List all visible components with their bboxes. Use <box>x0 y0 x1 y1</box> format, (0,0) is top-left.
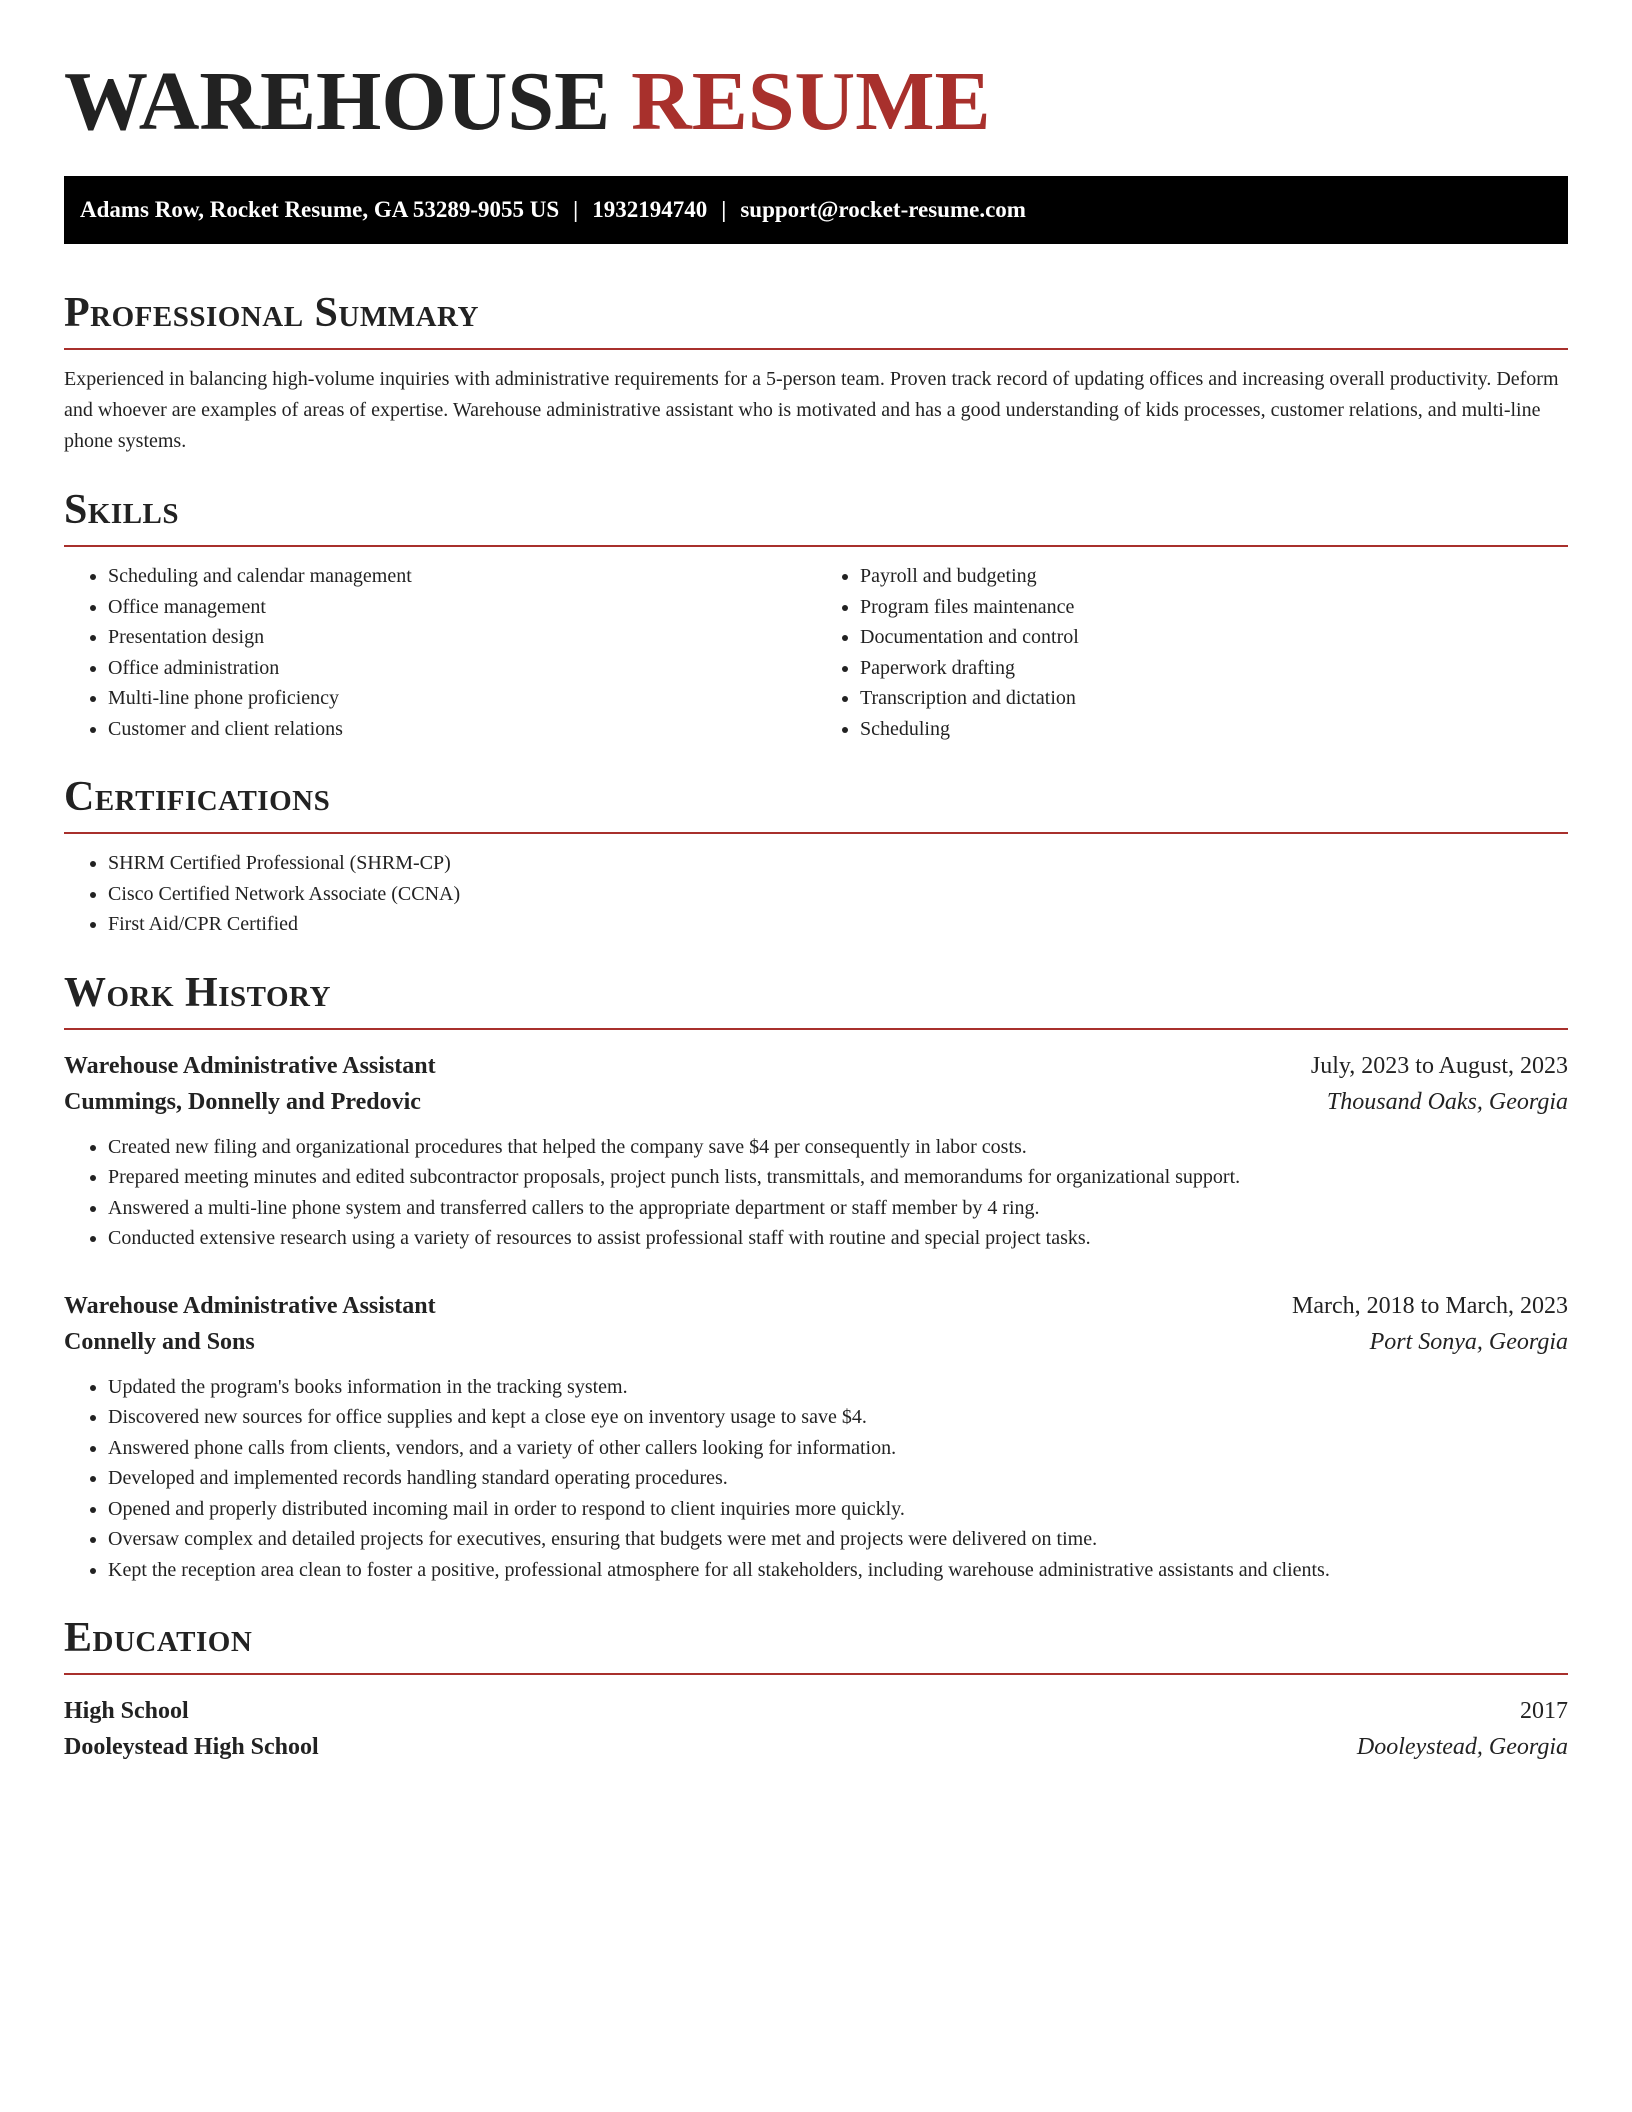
skill-item: • Office administration <box>108 653 816 684</box>
job-company: Connelly and Sons <box>64 1328 255 1355</box>
job-bullet: • Created new filing and organizational procedures that helped the company save $4 per consequently in labor costs. <box>108 1132 1568 1163</box>
job-company-row <box>64 1084 1568 1120</box>
job-company-row <box>64 1324 1568 1360</box>
job-dates: March, 2018 to March, 2023 <box>1292 1292 1568 1319</box>
skill-item: • Transcription and dictation <box>860 683 1568 714</box>
skill-item: • Documentation and control <box>860 622 1568 653</box>
job-bullet: • Answered phone calls from clients, vendors, and a variety of other callers looking for information. <box>108 1433 1568 1464</box>
skill-item: • Presentation design <box>108 622 816 653</box>
summary-text: Experienced in balancing high-volume inquiries with administrative requirements for a 5-person team. Proven track record of updating offices and increasing overall productivity. Deform and whoever are examples of areas of expertise. Warehouse administrative assistant who is motivated and has a good understanding of kids processes, customer relations, and multi-line phone systems. <box>64 368 1559 452</box>
job-entry <box>64 1288 1568 1586</box>
certifications-list <box>64 848 1568 940</box>
job-bullet: • Opened and properly distributed incoming mail in order to respond to client inquiries more quickly. <box>108 1494 1568 1525</box>
skills-heading: Skills <box>64 485 1568 547</box>
education-degree-row <box>64 1693 1568 1729</box>
skill-item: • Scheduling <box>860 714 1568 745</box>
resume-title <box>64 0 1568 148</box>
education-degree: High School <box>64 1698 189 1724</box>
job-title: Warehouse Administrative Assistant <box>64 1052 436 1079</box>
job-bullets <box>64 1132 1568 1254</box>
job-entry <box>64 1048 1568 1254</box>
skills-section <box>64 485 1568 744</box>
education-location: Dooleystead, Georgia <box>1356 1734 1568 1760</box>
skill-item: • Scheduling and calendar management <box>108 561 816 592</box>
education-school: Dooleystead High School <box>64 1734 319 1760</box>
contact-bar <box>64 176 1568 244</box>
skills-grid <box>64 561 1568 744</box>
job-title-row <box>64 1288 1568 1324</box>
job-bullets <box>64 1372 1568 1586</box>
work-history-section <box>64 968 1568 1586</box>
skill-item: • Multi-line phone proficiency <box>108 683 816 714</box>
job-bullet: • Kept the reception area clean to foster a positive, professional atmosphere for all stakeholders, including warehouse administrative assistants and clients. <box>108 1555 1568 1586</box>
skills-list-right <box>816 561 1568 744</box>
skill-item: • Program files maintenance <box>860 592 1568 623</box>
summary-heading: Professional Summary <box>64 288 1568 350</box>
job-bullet: • Conducted extensive research using a variety of resources to assist professional staff with routine and special project tasks. <box>108 1223 1568 1254</box>
education-heading: Education <box>64 1613 1568 1675</box>
job-bullet: • Prepared meeting minutes and edited subcontractor proposals, project punch lists, transmittals, and memorandums for organizational support. <box>108 1162 1568 1193</box>
skill-item: • Paperwork drafting <box>860 653 1568 684</box>
certification-item: • SHRM Certified Professional (SHRM-CP) <box>108 848 1568 879</box>
resume-page <box>64 0 1568 1765</box>
certifications-section <box>64 772 1568 940</box>
job-location: Thousand Oaks, Georgia <box>1326 1088 1568 1115</box>
education-section <box>64 1613 1568 1765</box>
title-main: WAREHOUSE <box>64 55 632 148</box>
job-bullet: • Discovered new sources for office supplies and kept a close eye on inventory usage to save $4. <box>108 1402 1568 1433</box>
certification-item: • First Aid/CPR Certified <box>108 909 1568 940</box>
contact-address: Adams Row, Rocket Resume, GA 53289-9055 US <box>80 197 560 222</box>
job-title-row <box>64 1048 1568 1084</box>
skills-list-left <box>64 561 816 744</box>
job-bullet: • Updated the program's books information in the tracking system. <box>108 1372 1568 1403</box>
job-bullet: • Answered a multi-line phone system and transferred callers to the appropriate department or staff member by 4 ring. <box>108 1193 1568 1224</box>
work-history-heading: Work History <box>64 968 1568 1030</box>
title-accent: RESUME <box>631 55 991 148</box>
contact-separator: | <box>573 197 579 222</box>
job-company: Cummings, Donnelly and Predovic <box>64 1088 421 1115</box>
contact-separator: | <box>721 197 727 222</box>
certifications-heading: Certifications <box>64 772 1568 834</box>
skill-item: • Office management <box>108 592 816 623</box>
job-dates: July, 2023 to August, 2023 <box>1310 1052 1568 1079</box>
certification-item: • Cisco Certified Network Associate (CCNA) <box>108 879 1568 910</box>
education-entry <box>64 1693 1568 1765</box>
job-bullet: • Developed and implemented records handling standard operating procedures. <box>108 1463 1568 1494</box>
summary-section <box>64 288 1568 457</box>
contact-phone: 1932194740 <box>592 197 708 222</box>
job-bullet: • Oversaw complex and detailed projects for executives, ensuring that budgets were met and projects were delivered on time. <box>108 1524 1568 1555</box>
skill-item: • Customer and client relations <box>108 714 816 745</box>
job-title: Warehouse Administrative Assistant <box>64 1292 436 1319</box>
education-school-row <box>64 1729 1568 1765</box>
contact-email: support@rocket-resume.com <box>740 197 1026 222</box>
job-location: Port Sonya, Georgia <box>1369 1328 1568 1355</box>
education-year: 2017 <box>1520 1698 1568 1724</box>
skill-item: • Payroll and budgeting <box>860 561 1568 592</box>
